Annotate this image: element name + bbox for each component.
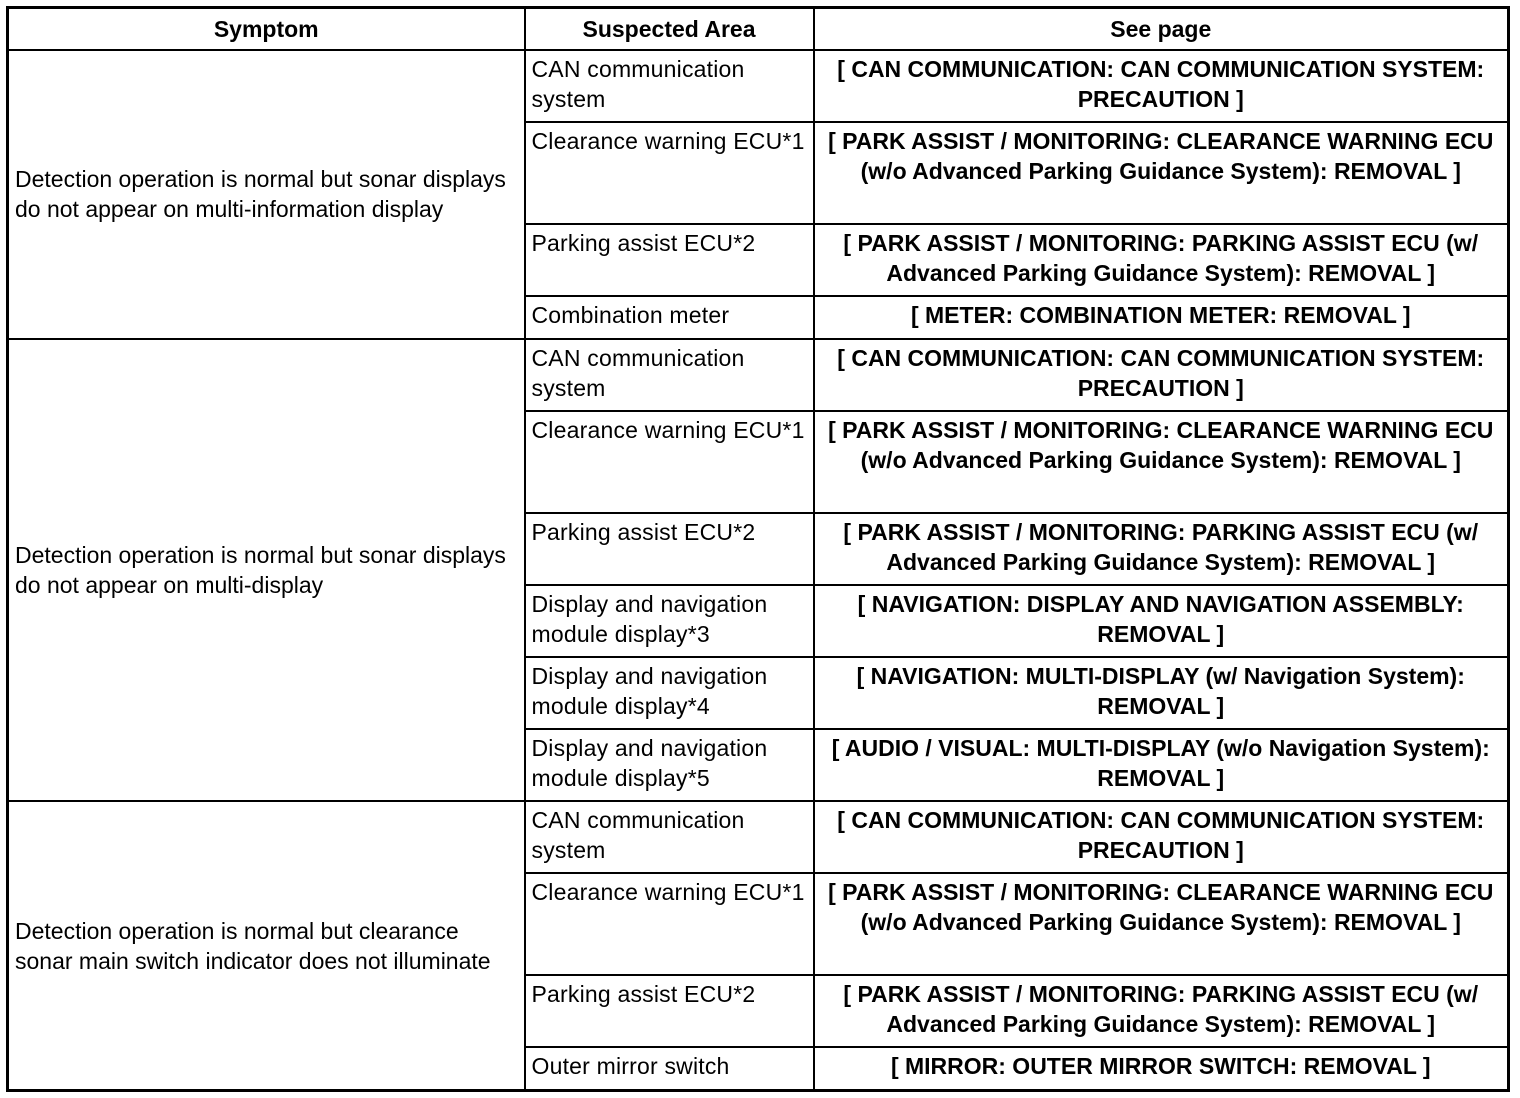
see-page-link[interactable]: [ NAVIGATION: MULTI-DISPLAY (w/ Navigation System): REMOVAL ] xyxy=(814,657,1509,729)
table-row xyxy=(8,339,1509,411)
suspected-area-cell: Display and navigation module display*4 xyxy=(525,657,814,729)
see-page-link[interactable]: [ PARK ASSIST / MONITORING: CLEARANCE WARNING ECU (w/o Advanced Parking Guidance System): REMOVAL ] xyxy=(814,873,1509,975)
suspected-area-cell: Clearance warning ECU*1 xyxy=(525,873,814,975)
suspected-area-cell: Outer mirror switch xyxy=(525,1047,814,1090)
see-page-link[interactable]: [ CAN COMMUNICATION: CAN COMMUNICATION SYSTEM: PRECAUTION ] xyxy=(814,339,1509,411)
symptom-cell: Detection operation is normal but sonar displays do not appear on multi-display xyxy=(8,339,525,801)
see-page-link[interactable]: [ MIRROR: OUTER MIRROR SWITCH: REMOVAL ] xyxy=(814,1047,1509,1090)
header-row xyxy=(8,8,1509,50)
table-body xyxy=(8,50,1509,1091)
suspected-area-cell: CAN communication system xyxy=(525,50,814,122)
suspected-area-cell: Parking assist ECU*2 xyxy=(525,513,814,585)
suspected-area-cell: Clearance warning ECU*1 xyxy=(525,411,814,513)
see-page-link[interactable]: [ CAN COMMUNICATION: CAN COMMUNICATION SYSTEM: PRECAUTION ] xyxy=(814,801,1509,873)
suspected-area-cell: CAN communication system xyxy=(525,801,814,873)
see-page-link[interactable]: [ AUDIO / VISUAL: MULTI-DISPLAY (w/o Navigation System): REMOVAL ] xyxy=(814,729,1509,801)
symptom-cell: Detection operation is normal but sonar displays do not appear on multi-information display xyxy=(8,50,525,339)
symptom-cell: Detection operation is normal but clearance sonar main switch indicator does not illuminate xyxy=(8,801,525,1090)
see-page-link[interactable]: [ PARK ASSIST / MONITORING: CLEARANCE WARNING ECU (w/o Advanced Parking Guidance System): REMOVAL ] xyxy=(814,411,1509,513)
see-page-link[interactable]: [ PARK ASSIST / MONITORING: CLEARANCE WARNING ECU (w/o Advanced Parking Guidance System): REMOVAL ] xyxy=(814,122,1509,224)
see-page-link[interactable]: [ PARK ASSIST / MONITORING: PARKING ASSIST ECU (w/ Advanced Parking Guidance System): REMOVAL ] xyxy=(814,513,1509,585)
see-page-link[interactable]: [ CAN COMMUNICATION: CAN COMMUNICATION SYSTEM: PRECAUTION ] xyxy=(814,50,1509,122)
header-see-page: See page xyxy=(814,8,1509,50)
suspected-area-cell: Parking assist ECU*2 xyxy=(525,224,814,296)
see-page-link[interactable]: [ NAVIGATION: DISPLAY AND NAVIGATION ASSEMBLY: REMOVAL ] xyxy=(814,585,1509,657)
see-page-link[interactable]: [ PARK ASSIST / MONITORING: PARKING ASSIST ECU (w/ Advanced Parking Guidance System): REMOVAL ] xyxy=(814,975,1509,1047)
symptom-table xyxy=(6,6,1510,1092)
suspected-area-cell: Clearance warning ECU*1 xyxy=(525,122,814,224)
table-header xyxy=(8,8,1509,50)
suspected-area-cell: Combination meter xyxy=(525,296,814,339)
table-row xyxy=(8,50,1509,122)
suspected-area-cell: Display and navigation module display*5 xyxy=(525,729,814,801)
header-suspected-area: Suspected Area xyxy=(525,8,814,50)
table-row xyxy=(8,801,1509,873)
header-symptom: Symptom xyxy=(8,8,525,50)
suspected-area-cell: Display and navigation module display*3 xyxy=(525,585,814,657)
see-page-link[interactable]: [ PARK ASSIST / MONITORING: PARKING ASSIST ECU (w/ Advanced Parking Guidance System): REMOVAL ] xyxy=(814,224,1509,296)
suspected-area-cell: Parking assist ECU*2 xyxy=(525,975,814,1047)
see-page-link[interactable]: [ METER: COMBINATION METER: REMOVAL ] xyxy=(814,296,1509,339)
suspected-area-cell: CAN communication system xyxy=(525,339,814,411)
